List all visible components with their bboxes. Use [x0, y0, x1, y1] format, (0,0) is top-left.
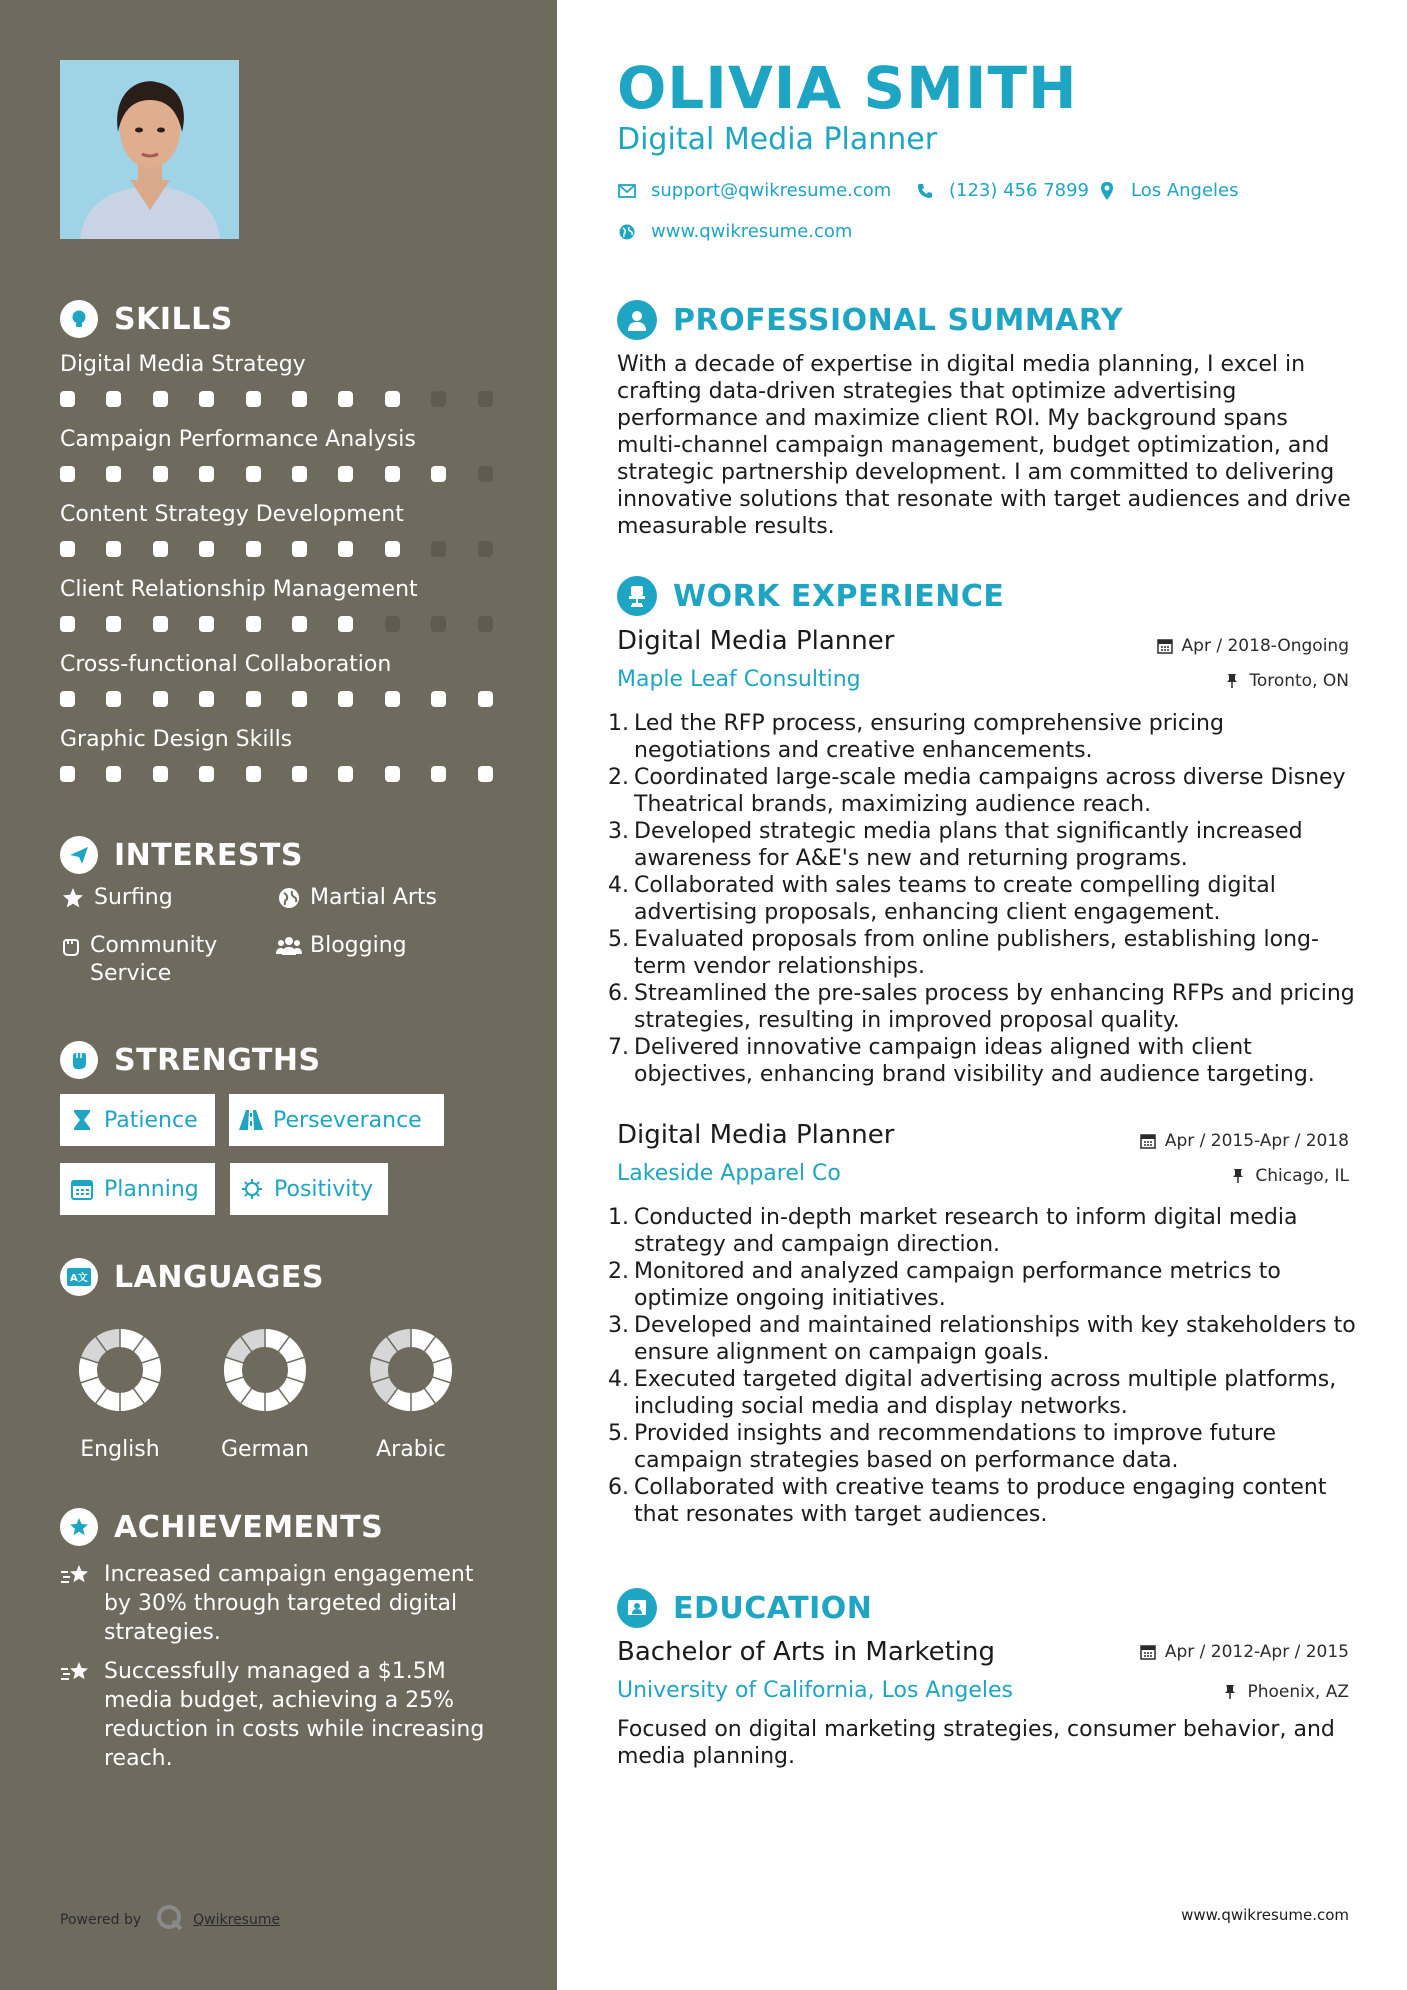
- job-bullet: 6. Streamlined the pre-sales process by enhancing RFPs and pricing strategies, resulting in improved proposal quality.: [608, 981, 1355, 1033]
- summary-title: PROFESSIONAL SUMMARY: [673, 302, 1124, 338]
- skill-dot: [153, 616, 168, 632]
- skill-dot: [338, 766, 353, 782]
- skill-dot: [106, 466, 121, 482]
- strength-tag: Planning: [60, 1163, 215, 1215]
- achievements-header: [60, 1508, 383, 1546]
- skill-dot: [338, 391, 353, 407]
- skill-dot: [246, 616, 261, 632]
- job-bullet: 2. Coordinated large-scale media campaigns across diverse Disney Theatrical brands, maximizing audience reach.: [608, 765, 1346, 817]
- skills-title: SKILLS: [114, 301, 233, 337]
- job-bullets: [608, 1204, 1358, 1528]
- lightbulb-icon: [60, 300, 98, 338]
- job-bullets: [608, 710, 1358, 1088]
- office-chair-icon: [617, 576, 657, 616]
- star-icon: [60, 884, 86, 912]
- sidebar: [0, 0, 557, 1990]
- contact-phone[interactable]: (123) 456 7899: [915, 180, 1089, 201]
- skill-dot: [60, 466, 75, 482]
- skill-dot: [60, 541, 75, 557]
- skill-dot: [478, 616, 493, 632]
- skill-dot: [385, 391, 400, 407]
- skill-dot: [292, 691, 307, 707]
- job-bullet: 5. Evaluated proposals from online publishers, establishing long-term vendor relationships.: [608, 927, 1319, 979]
- skill-dot: [292, 766, 307, 782]
- skill-dot: [385, 766, 400, 782]
- skill-rating: [60, 766, 524, 782]
- language-name: German: [220, 1437, 310, 1462]
- language-item: [205, 1325, 325, 1462]
- skill-dot: [153, 466, 168, 482]
- interest-item: Blogging: [276, 932, 407, 960]
- education-dates: Apr / 2012-Apr / 2015: [1139, 1642, 1349, 1662]
- education-location: Phoenix, AZ: [1221, 1682, 1349, 1702]
- skill-name: Digital Media Strategy: [60, 352, 306, 377]
- skill-dot: [478, 766, 493, 782]
- achievements-title: ACHIEVEMENTS: [114, 1509, 384, 1545]
- skill-dot: [431, 691, 446, 707]
- candidate-name: OLIVIA SMITH: [617, 54, 1078, 122]
- skill-rating: [60, 616, 524, 632]
- user-icon: [617, 300, 657, 340]
- pin-icon: [1229, 1167, 1247, 1185]
- language-item: [351, 1325, 471, 1462]
- skill-dot: [292, 391, 307, 407]
- skill-dot: [246, 391, 261, 407]
- road-icon: [239, 1108, 263, 1132]
- job-company: Lakeside Apparel Co: [617, 1161, 841, 1186]
- job-bullet: 6. Collaborated with creative teams to produce engaging content that resonates with target audiences.: [608, 1475, 1327, 1527]
- skill-dot: [106, 541, 121, 557]
- languages-title: LANGUAGES: [114, 1259, 324, 1295]
- education-text: Focused on digital marketing strategies, consumer behavior, and media planning.: [617, 1717, 1335, 1769]
- language-name: English: [80, 1437, 160, 1462]
- skill-dot: [478, 691, 493, 707]
- skill-dot: [153, 541, 168, 557]
- job-location: Toronto, ON: [1223, 671, 1349, 691]
- job-bullet: 3. Developed and maintained relationships with key stakeholders to ensure alignment on campaign goals.: [608, 1313, 1356, 1365]
- pin-icon: [1223, 672, 1241, 690]
- skill-dot: [292, 541, 307, 557]
- skill-dot: [153, 691, 168, 707]
- envelope-icon: [617, 181, 637, 201]
- graduation-icon: [617, 1588, 657, 1628]
- achievement-item: Increased campaign engagement by 30% through targeted digital strategies.: [60, 1560, 504, 1647]
- skill-dot: [385, 466, 400, 482]
- strengths-header: [60, 1041, 321, 1079]
- skill-dot: [338, 616, 353, 632]
- skill-dot: [246, 691, 261, 707]
- hand-icon: [60, 932, 82, 960]
- skill-name: Cross-functional Collaboration: [60, 652, 392, 677]
- skill-dot: [478, 541, 493, 557]
- skill-dot: [385, 691, 400, 707]
- calendar-icon: [1156, 637, 1174, 655]
- powered-by: Powered by Qwikresume: [60, 1903, 280, 1937]
- skill-dot: [431, 616, 446, 632]
- job-location: Chicago, IL: [1229, 1166, 1349, 1186]
- education-school: University of California, Los Angeles: [617, 1678, 1014, 1703]
- strength-tag: Patience: [60, 1094, 215, 1146]
- pin-icon: [1221, 1683, 1239, 1701]
- language-donut: [75, 1325, 165, 1415]
- skill-dot: [60, 691, 75, 707]
- skill-name: Client Relationship Management: [60, 577, 418, 602]
- skill-dot: [60, 391, 75, 407]
- skill-rating: [60, 691, 524, 707]
- job-dates: Apr / 2018-Ongoing: [1156, 636, 1349, 656]
- globe-icon: [617, 222, 637, 242]
- language-item: [60, 1325, 180, 1462]
- skill-rating: [60, 391, 524, 407]
- skill-dot: [431, 466, 446, 482]
- skill-dot: [199, 766, 214, 782]
- language-name: Arabic: [376, 1437, 446, 1462]
- calendar-icon: [70, 1177, 94, 1201]
- strength-tag: Positivity: [230, 1163, 388, 1215]
- skill-dot: [106, 391, 121, 407]
- education-degree: Bachelor of Arts in Marketing: [617, 1637, 995, 1667]
- fist-icon: [60, 1041, 98, 1079]
- shooting-star-icon: [60, 1562, 92, 1590]
- experience-title: WORK EXPERIENCE: [673, 578, 1005, 614]
- qwikresume-logo-icon: [155, 1903, 185, 1937]
- skill-dot: [292, 616, 307, 632]
- contact-website[interactable]: www.qwikresume.com: [617, 221, 852, 242]
- language-donut: [220, 1325, 310, 1415]
- interest-item: Community Service: [60, 932, 260, 988]
- achievement-item: Successfully managed a $1.5M media budget, achieving a 25% reduction in costs while increasing reach.: [60, 1657, 504, 1773]
- job-bullet: 5. Provided insights and recommendations to improve future campaign strategies based on performance data.: [608, 1421, 1277, 1473]
- strength-tag: Perseverance: [229, 1094, 444, 1146]
- skill-rating: [60, 541, 524, 557]
- summary-header: [617, 300, 1123, 340]
- skill-dot: [246, 541, 261, 557]
- skill-dot: [60, 616, 75, 632]
- skill-dot: [246, 466, 261, 482]
- skill-dot: [431, 391, 446, 407]
- skill-dot: [338, 541, 353, 557]
- users-icon: [276, 932, 302, 960]
- job-bullet: 1. Conducted in-depth market research to inform digital media strategy and campaign direction.: [608, 1205, 1298, 1257]
- footer-url[interactable]: www.qwikresume.com: [1181, 1906, 1349, 1924]
- job-bullet: 1. Led the RFP process, ensuring comprehensive pricing negotiations and creative enhancements.: [608, 711, 1224, 763]
- job-bullet: 4. Executed targeted digital advertising across multiple platforms, including social media and display networks.: [608, 1367, 1337, 1419]
- skill-name: Campaign Performance Analysis: [60, 427, 416, 452]
- svg-text:A文: A文: [70, 1273, 88, 1284]
- job-company: Maple Leaf Consulting: [617, 667, 861, 692]
- globe-icon: [276, 884, 302, 912]
- skill-rating: [60, 466, 524, 482]
- interest-item: Martial Arts: [276, 884, 437, 912]
- skill-dot: [338, 691, 353, 707]
- sun-icon: [240, 1177, 264, 1201]
- education-header: [617, 1588, 872, 1628]
- skill-dot: [106, 691, 121, 707]
- languages-header: [60, 1258, 324, 1296]
- job-bullet: 7. Delivered innovative campaign ideas aligned with client objectives, enhancing brand visibility and audience targeting.: [608, 1035, 1315, 1087]
- skill-name: Content Strategy Development: [60, 502, 404, 527]
- skill-dot: [106, 616, 121, 632]
- contact-location: Los Angeles: [1097, 180, 1239, 201]
- skill-dot: [60, 766, 75, 782]
- skill-dot: [385, 541, 400, 557]
- skill-dot: [431, 541, 446, 557]
- skill-dot: [478, 391, 493, 407]
- job-role: Digital Media Planner: [617, 1120, 895, 1150]
- profile-photo: [60, 60, 239, 239]
- skill-name: Graphic Design Skills: [60, 727, 293, 752]
- skill-dot: [199, 466, 214, 482]
- skills-header: [60, 300, 233, 338]
- language-donut: [366, 1325, 456, 1415]
- shooting-star-icon: [60, 1659, 92, 1687]
- job-bullet: 2. Monitored and analyzed campaign performance metrics to optimize ongoing initiatives.: [608, 1259, 1281, 1311]
- language-icon: [60, 1258, 98, 1296]
- contact-email[interactable]: support@qwikresume.com: [617, 180, 891, 201]
- interests-header: [60, 836, 303, 874]
- qwikresume-link[interactable]: Qwikresume: [193, 1912, 281, 1928]
- hourglass-icon: [70, 1108, 94, 1132]
- interest-item: Surfing: [60, 884, 173, 912]
- skill-dot: [199, 616, 214, 632]
- skill-dot: [292, 466, 307, 482]
- skill-dot: [153, 391, 168, 407]
- skill-dot: [385, 616, 400, 632]
- strengths-title: STRENGTHS: [114, 1042, 321, 1078]
- job-dates: Apr / 2015-Apr / 2018: [1139, 1131, 1349, 1151]
- summary-text: With a decade of expertise in digital media planning, I excel in crafting data-driven strategies that optimize advertising performance and maximize client ROI. My background spans multi-channel campaign management, budget optimization, and strategic partnership development. I am committed to delivering innovative solutions that resonate with target audiences and drive measurable results.: [617, 352, 1351, 539]
- skill-dot: [338, 466, 353, 482]
- calendar-icon: [1139, 1132, 1157, 1150]
- phone-icon: [915, 181, 935, 201]
- paper-plane-icon: [60, 836, 98, 874]
- job-role: Digital Media Planner: [617, 626, 895, 656]
- skill-dot: [199, 691, 214, 707]
- education-title: EDUCATION: [673, 1590, 873, 1626]
- skill-dot: [153, 766, 168, 782]
- experience-header: [617, 576, 1004, 616]
- skill-dot: [431, 766, 446, 782]
- calendar-icon: [1139, 1643, 1157, 1661]
- job-bullet: 3. Developed strategic media plans that significantly increased awareness for A&E's new and returning programs.: [608, 819, 1303, 871]
- medal-icon: [60, 1508, 98, 1546]
- candidate-title: Digital Media Planner: [617, 122, 938, 157]
- job-bullet: 4. Collaborated with sales teams to create compelling digital advertising proposals, enhancing client engagement.: [608, 873, 1276, 925]
- skill-dot: [199, 541, 214, 557]
- map-pin-icon: [1097, 181, 1117, 201]
- skill-dot: [478, 466, 493, 482]
- skill-dot: [106, 766, 121, 782]
- skill-dot: [199, 391, 214, 407]
- interests-title: INTERESTS: [114, 837, 303, 873]
- skill-dot: [246, 766, 261, 782]
